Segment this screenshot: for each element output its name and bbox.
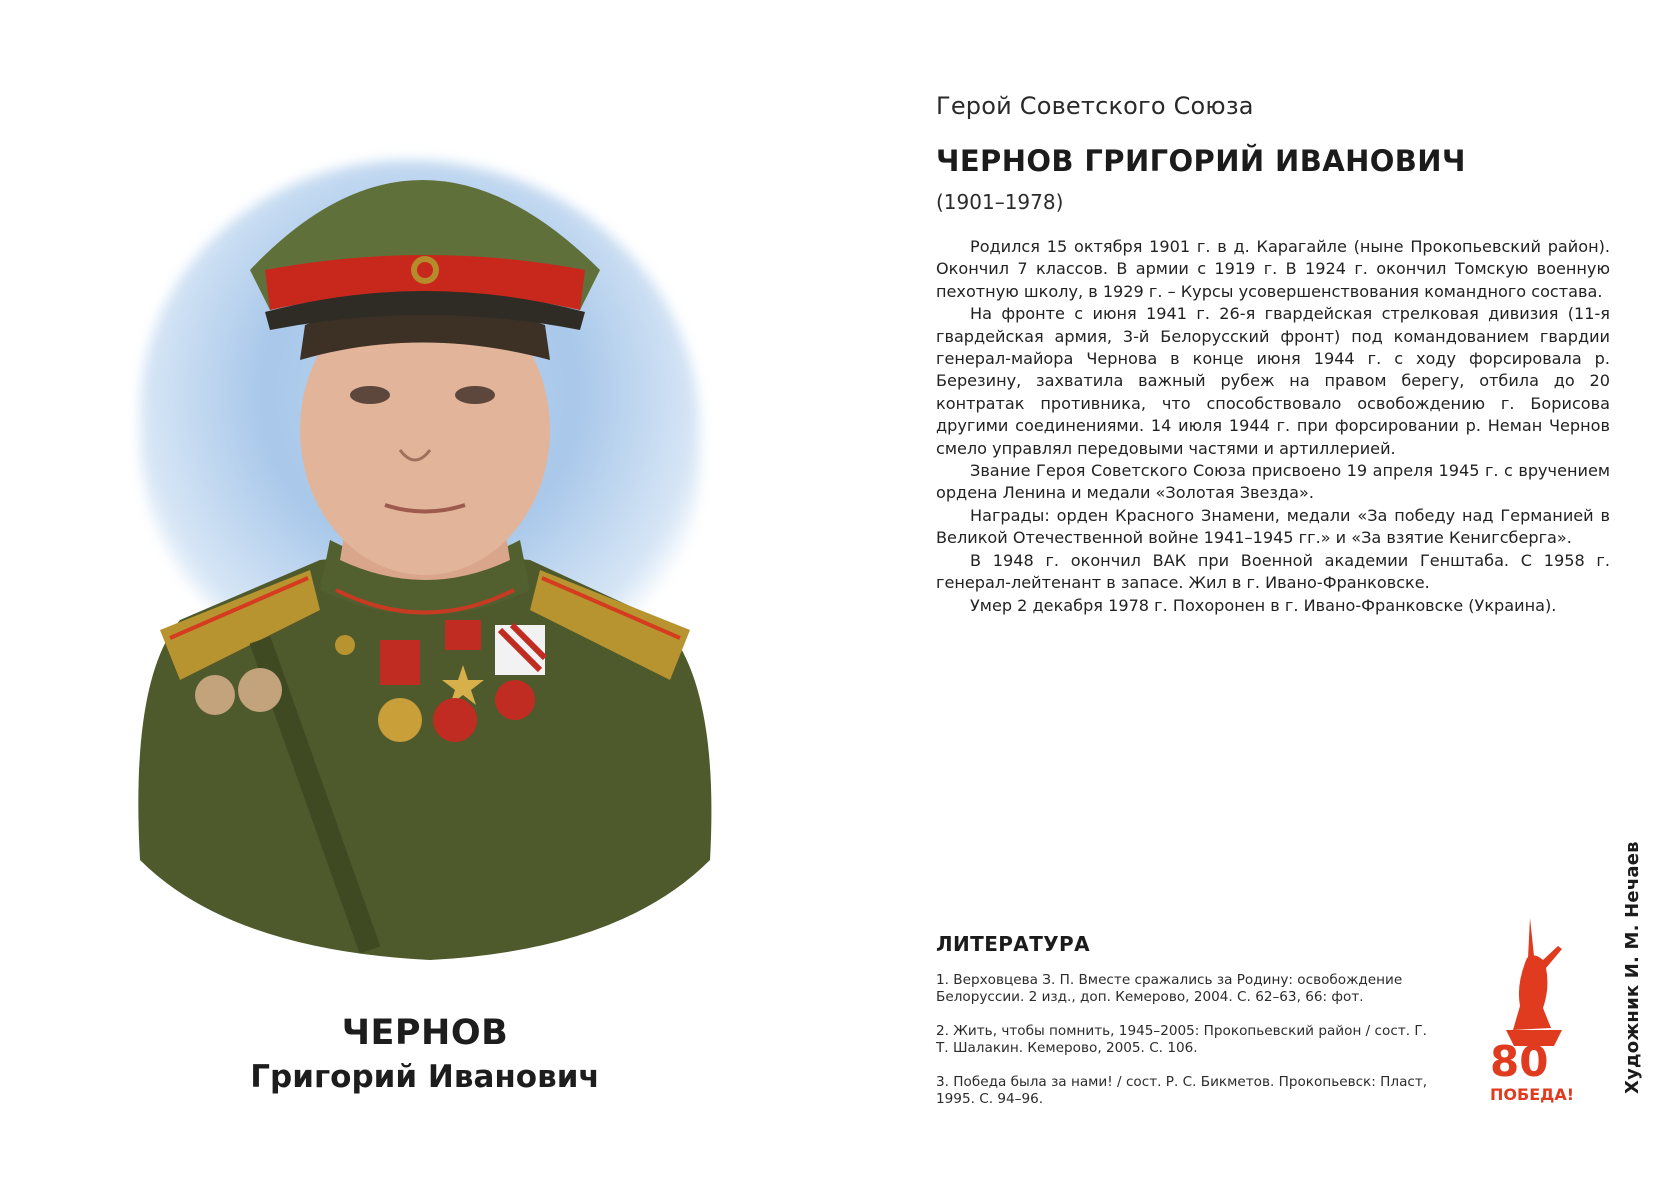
- victory-80-logo: [1488, 918, 1580, 1104]
- motherland-statue-icon: [1488, 918, 1580, 1104]
- caption-surname: ЧЕРНОВ: [341, 1013, 509, 1053]
- bio-paragraph: Родился 15 октября 1901 г. в д. Карагайле (ныне Прокопьевский район). Окончил 7 классов. В армии с 1919 г. В 1924 г. окончил Томскую военную пехотную школу, в 1929 г. – Курсы усовершенствования командного состава.: [936, 237, 1610, 301]
- life-years: (1901–1978): [936, 190, 1064, 214]
- literature-list: [936, 972, 1436, 1108]
- bio-paragraph: В 1948 г. окончил ВАК при Военной академии Генштаба. С 1958 г. генерал-лейтенант в запасе. Жил в г. Ивано-Франковске.: [936, 550, 1610, 593]
- portrait-caption: [100, 1012, 750, 1098]
- caption-given-names: Григорий Иванович: [250, 1059, 600, 1095]
- biography-column: [936, 92, 1610, 617]
- bio-paragraph: Звание Героя Советского Союза присвоено 19 апреля 1945 г. с вручением ордена Ленина и медали «Золотая Звезда».: [936, 461, 1610, 503]
- literature-title: ЛИТЕРАТУРА: [936, 932, 1090, 956]
- portrait-illustration: [100, 120, 750, 980]
- literature-item: 3. Победа была за нами! / сост. Р. С. Бикметов. Прокопьевск: Пласт, 1995. С. 94–96.: [936, 1074, 1428, 1107]
- literature-item: 2. Жить, чтобы помнить, 1945–2005: Прокопьевский район / сост. Г. Т. Шалакин. Кемерово, 2005. С. 106.: [936, 1023, 1427, 1056]
- portrait-icon: [100, 120, 750, 980]
- literature-item: 1. Верховцева З. П. Вместе сражались за Родину: освобождение Белоруссии. 2 изд., доп. Кемерово, 2004. С. 62–63, 66: фот.: [936, 972, 1403, 1005]
- bio-paragraph: На фронте с июня 1941 г. 26-я гвардейская стрелковая дивизия (11-я гвардейская армия, 3-й Белорусский фронт) под командованием гвардии генерал-майора Чернова в конце июня 1944 г. с ходу форсировала р. Березину, захватила важный рубеж на правом берегу, отбила до 20 контратак противника, что способствовало освобождению г. Борисова другими соединениями. 14 июля 1944 г. при форсировании р. Неман Чернов смело управлял передовыми частями и артиллерией.: [936, 304, 1610, 458]
- bio-paragraph: Умер 2 декабря 1978 г. Похоронен в г. Ивано-Франковске (Украина).: [970, 595, 1557, 615]
- bio-paragraph: Награды: орден Красного Знамени, медали «За победу над Германией в Великой Отечественной войне 1941–1945 гг.» и «За взятие Кенигсберга».: [936, 505, 1610, 548]
- logo-text: ПОБЕДА!: [1490, 1085, 1575, 1104]
- artist-credit: Художник И. М. Нечаев: [1622, 841, 1643, 1094]
- literature-section: [936, 932, 1436, 1125]
- hero-full-name: ЧЕРНОВ ГРИГОРИЙ ИВАНОВИЧ: [936, 144, 1466, 178]
- logo-number: 80: [1490, 1037, 1549, 1086]
- biography-text: [936, 236, 1610, 617]
- hero-title-subtitle: Герой Советского Союза: [936, 92, 1254, 120]
